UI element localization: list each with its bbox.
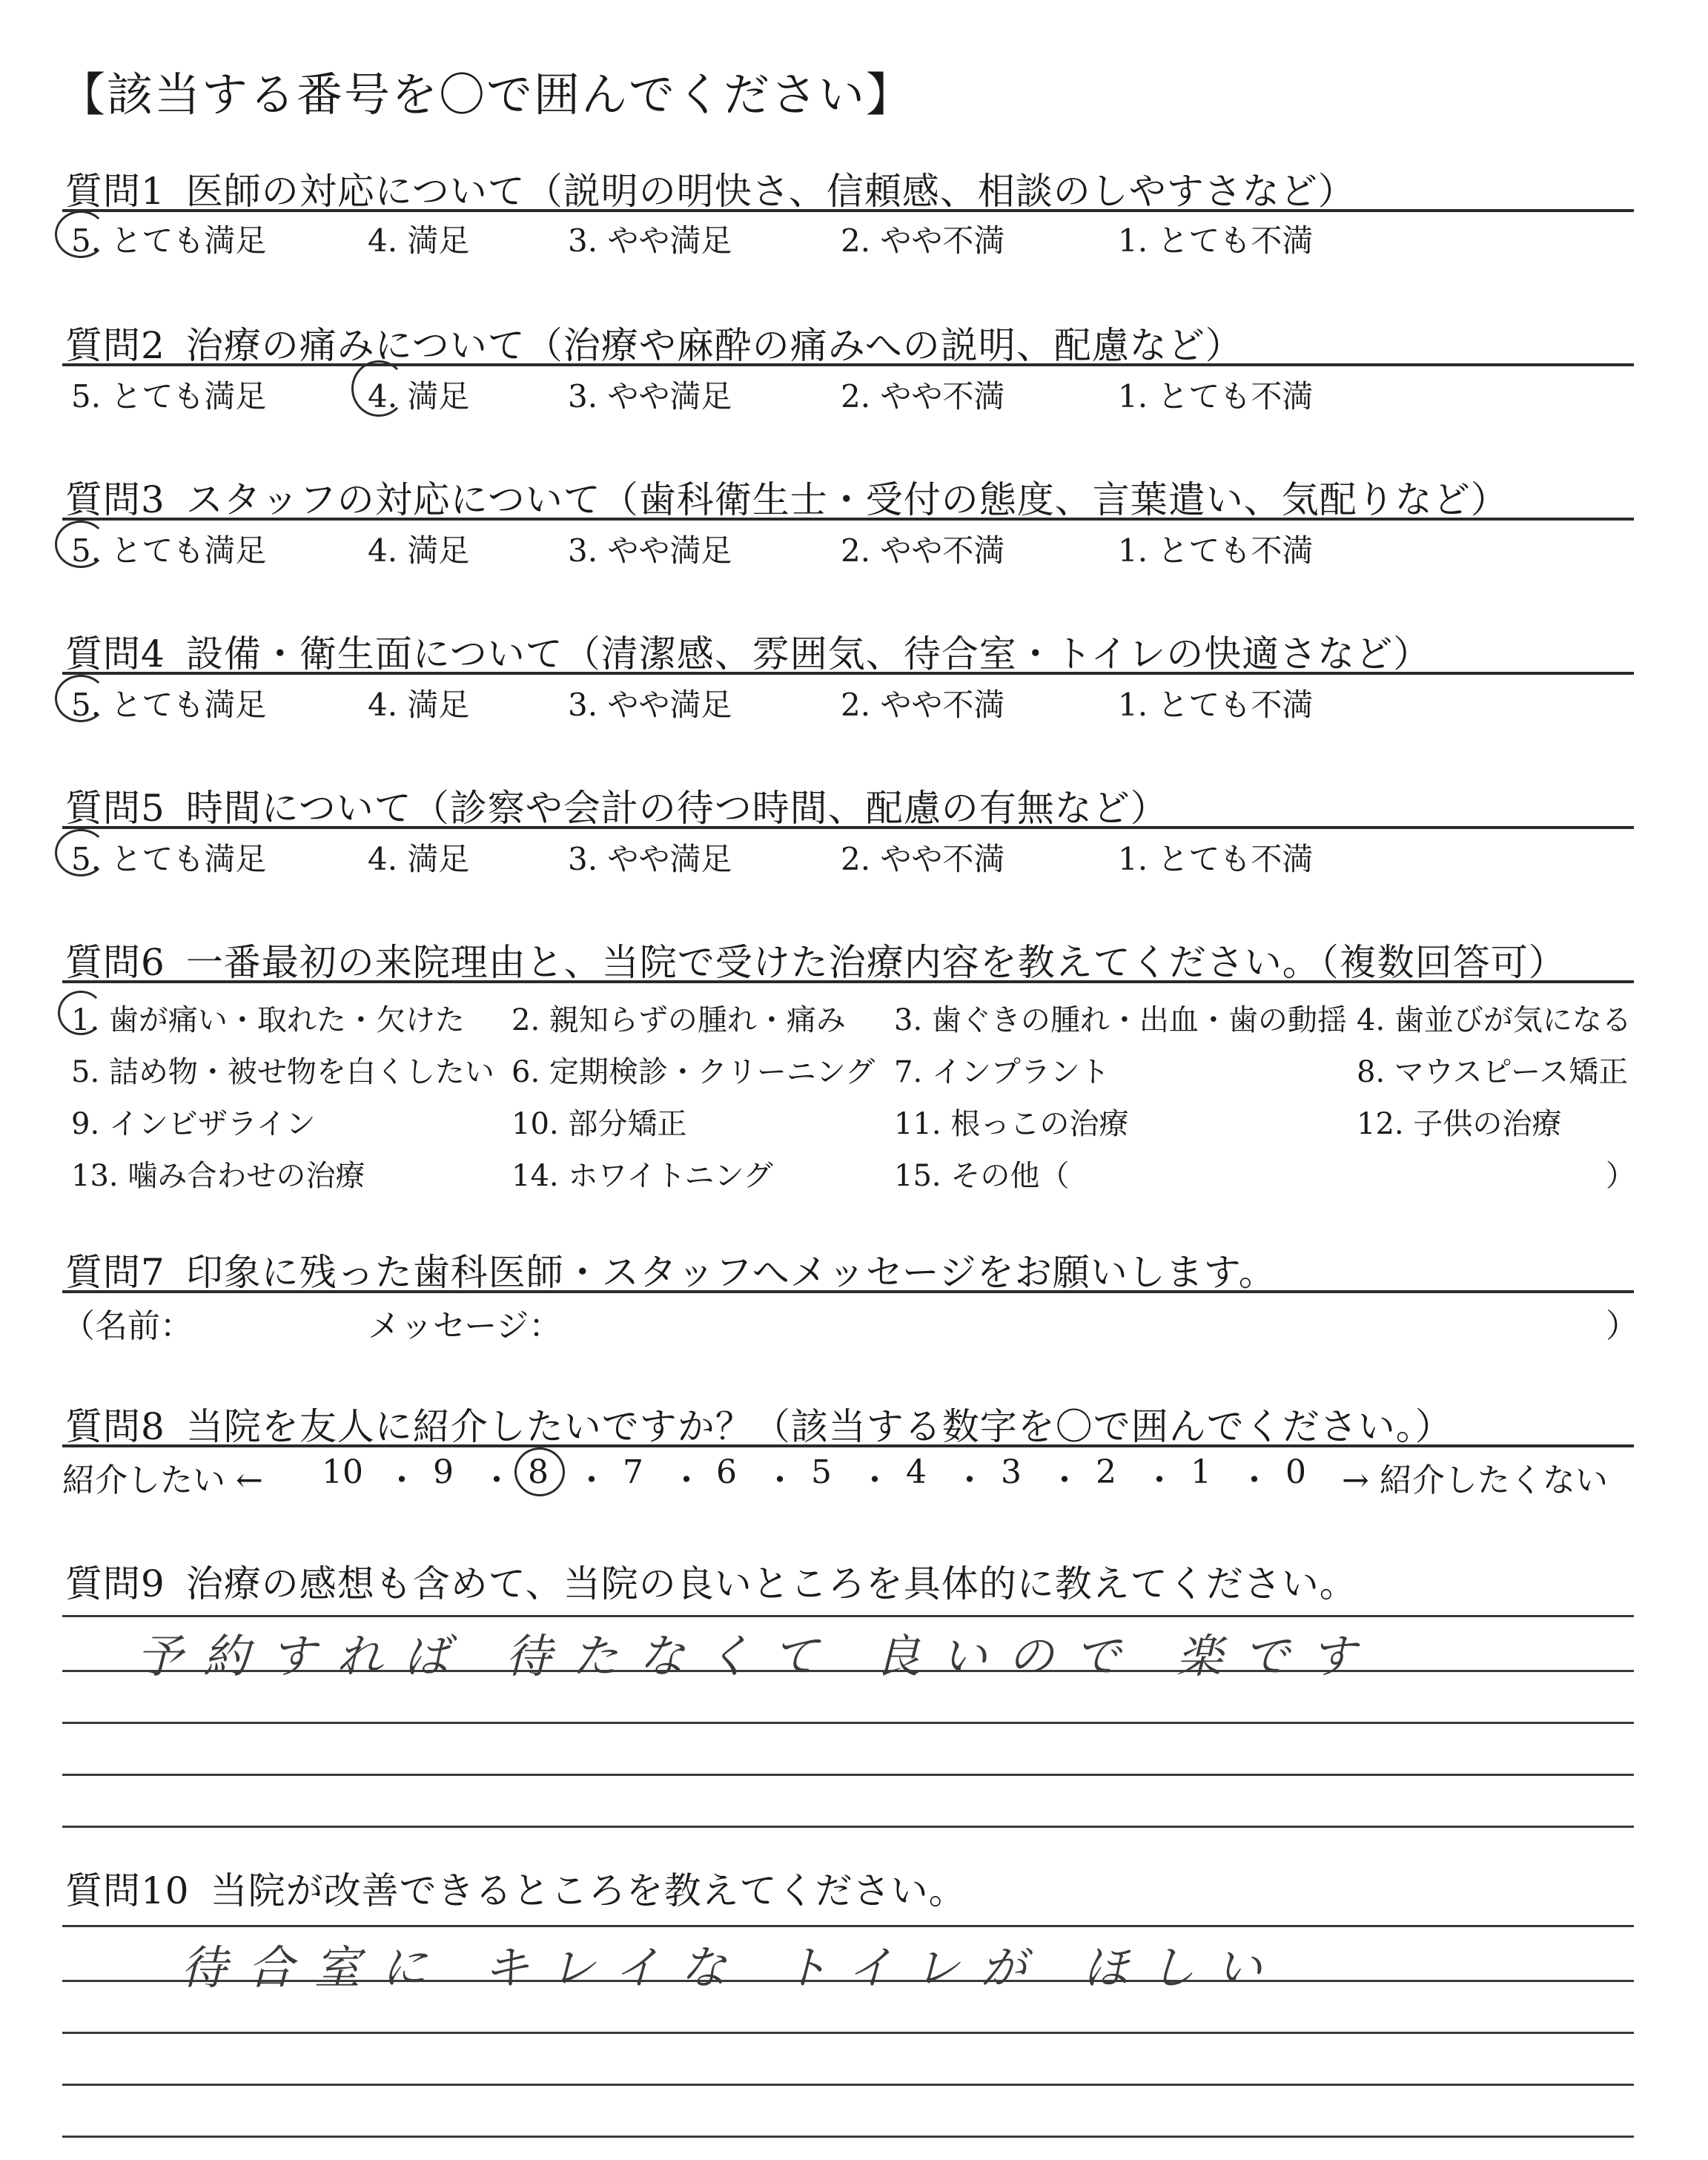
q6-item-7[interactable]: 7. インプラント (894, 1055, 1110, 1089)
scale-9[interactable]: 9 (433, 1453, 454, 1491)
question-text: 一番最初の来院理由と、当院で受けた治療内容を教えてください。（複数回答可） (185, 941, 1566, 984)
scale-10[interactable]: 10 (322, 1453, 363, 1491)
question-text: 治療の痛みについて（治療や麻酔の痛みへの説明、配慮など） (185, 324, 1243, 367)
answer-line (62, 2032, 1634, 2034)
q6-item-3[interactable]: 3. 歯ぐきの腫れ・出血・歯の動揺 (894, 1003, 1347, 1037)
option-5[interactable]: 5. とても満足 (71, 378, 267, 415)
question-9 (65, 1554, 1357, 1608)
question-text: 設備・衛生面について（清潔感、雰囲気、待合室・トイレの快適さなど） (185, 633, 1431, 676)
question-underline (62, 518, 1634, 521)
question-8 (65, 1397, 1453, 1450)
page-header: 【該当する番号を〇で囲んでください】 (59, 67, 914, 122)
question-6 (65, 933, 1566, 986)
message-label: メッセージ： (368, 1307, 562, 1345)
question-underline (62, 209, 1634, 212)
q6-item-9[interactable]: 9. インビザライン (71, 1107, 316, 1141)
answer-line (62, 1722, 1634, 1724)
question-text: 時間について（診察や会計の待つ時間、配慮の有無など） (185, 787, 1168, 830)
question-number: 質問8 (65, 1405, 165, 1448)
option-2[interactable]: 2. やや不満 (841, 687, 1005, 723)
option-1[interactable]: 1. とても不満 (1118, 687, 1314, 723)
answer-line (62, 1774, 1634, 1776)
option-2[interactable]: 2. やや不満 (841, 222, 1005, 259)
option-5[interactable]: 5. とても満足 (71, 841, 267, 877)
question-underline (62, 1290, 1634, 1293)
option-1[interactable]: 1. とても不満 (1118, 378, 1314, 415)
scale-dot: ・ (1143, 1462, 1176, 1499)
option-4[interactable]: 4. 満足 (368, 378, 470, 415)
question-3 (65, 470, 1509, 524)
q7-close-paren: ） (1606, 1307, 1638, 1345)
answer-line (62, 2084, 1634, 2086)
scale-dot: ・ (858, 1462, 891, 1499)
scale-3[interactable]: 3 (1001, 1453, 1022, 1491)
question-number: 質問3 (65, 478, 165, 521)
q6-item-5[interactable]: 5. 詰め物・被せ物を白くしたい (71, 1055, 494, 1089)
q6-item-6[interactable]: 6. 定期検診・クリーニング (512, 1055, 875, 1089)
answer-line (62, 1826, 1634, 1828)
scale-dot: ・ (1048, 1462, 1081, 1499)
scale-6[interactable]: 6 (716, 1453, 737, 1491)
question-number: 質問9 (65, 1562, 165, 1605)
option-2[interactable]: 2. やや不満 (841, 532, 1005, 569)
option-5[interactable]: 5. とても満足 (71, 222, 267, 259)
option-3[interactable]: 3. やや満足 (568, 687, 732, 723)
question-10 (65, 1861, 967, 1915)
question-text: スタッフの対応について（歯科衛生士・受付の態度、言葉遣い、気配りなど） (185, 478, 1509, 521)
scale-0[interactable]: 0 (1285, 1453, 1306, 1491)
scale-2[interactable]: 2 (1096, 1453, 1116, 1491)
scale-dot: ・ (385, 1462, 418, 1499)
question-number: 質問1 (65, 170, 165, 213)
q6-item-1[interactable]: 1. 歯が痛い・取れた・欠けた (71, 1003, 465, 1037)
q6-item-10[interactable]: 10. 部分矯正 (512, 1107, 687, 1141)
option-2[interactable]: 2. やや不満 (841, 841, 1005, 877)
q6-item-4[interactable]: 4. 歯並びが気になる (1357, 1003, 1632, 1037)
answer-line (62, 1615, 1634, 1617)
scale-1[interactable]: 1 (1191, 1453, 1211, 1491)
question-number: 質問4 (65, 633, 165, 676)
question-text: 当院を友人に紹介したいですか？（該当する数字を〇で囲んでください。） (185, 1405, 1453, 1448)
question-number: 質問7 (65, 1251, 165, 1294)
scale-5[interactable]: 5 (811, 1453, 832, 1491)
option-4[interactable]: 4. 満足 (368, 532, 470, 569)
scale-dot: ・ (670, 1462, 703, 1499)
question-underline (62, 1444, 1634, 1447)
question-text: 治療の感想も含めて、当院の良いところを具体的に教えてください。 (185, 1562, 1357, 1605)
question-5 (65, 779, 1168, 832)
q6-item-12[interactable]: 12. 子供の治療 (1357, 1107, 1562, 1141)
option-2[interactable]: 2. やや不満 (841, 378, 1005, 415)
question-number: 質問5 (65, 787, 165, 830)
q6-item-14[interactable]: 14. ホワイトニング (512, 1159, 773, 1193)
option-4[interactable]: 4. 満足 (368, 222, 470, 259)
option-5[interactable]: 5. とても満足 (71, 532, 267, 569)
scale-8[interactable]: 8 (528, 1453, 549, 1491)
option-5[interactable]: 5. とても満足 (71, 687, 267, 723)
recommend-label: 紹介したい ← (62, 1462, 263, 1499)
option-1[interactable]: 1. とても不満 (1118, 532, 1314, 569)
question-4 (65, 624, 1431, 678)
scale-dot: ・ (480, 1462, 513, 1499)
q6-item-2[interactable]: 2. 親知らずの腫れ・痛み (512, 1003, 846, 1037)
option-3[interactable]: 3. やや満足 (568, 222, 732, 259)
question-underline (62, 826, 1634, 829)
question-text: 医師の対応について（説明の明快さ、信頼感、相談のしやすさなど） (185, 170, 1356, 213)
question-underline (62, 363, 1634, 366)
q6-item-8[interactable]: 8. マウスピース矯正 (1357, 1055, 1629, 1089)
name-label: （名前： (62, 1307, 193, 1345)
option-3[interactable]: 3. やや満足 (568, 841, 732, 877)
handwritten-answer[interactable]: 待合室に キレイな トイレが ほしい (181, 1941, 1283, 1995)
q6-item-11[interactable]: 11. 根っこの治療 (894, 1107, 1129, 1141)
question-number: 質問2 (65, 324, 165, 367)
question-2 (65, 316, 1243, 369)
option-4[interactable]: 4. 満足 (368, 687, 470, 723)
scale-dot: ・ (953, 1462, 986, 1499)
answer-line (62, 1670, 1634, 1672)
question-underline (62, 672, 1634, 675)
option-1[interactable]: 1. とても不満 (1118, 222, 1314, 259)
answer-line (62, 1925, 1634, 1927)
option-3[interactable]: 3. やや満足 (568, 378, 732, 415)
answer-line (62, 2136, 1634, 2138)
question-1 (65, 162, 1356, 215)
question-underline (62, 980, 1634, 983)
scale-4[interactable]: 4 (906, 1453, 927, 1491)
question-number: 質問10 (65, 1869, 190, 1912)
q6-item-15[interactable]: 15. その他（ (894, 1159, 1070, 1193)
question-text: 印象に残った歯科医師・スタッフへメッセージをお願いします。 (185, 1251, 1277, 1294)
scale-dot: ・ (764, 1462, 796, 1499)
scale-dot: ・ (575, 1462, 608, 1499)
question-number: 質問6 (65, 941, 165, 984)
scale-7[interactable]: 7 (623, 1453, 643, 1491)
option-1[interactable]: 1. とても不満 (1118, 841, 1314, 877)
scale-dot: ・ (1238, 1462, 1271, 1499)
answer-line (62, 1980, 1634, 1982)
q6-item-13[interactable]: 13. 噛み合わせの治療 (71, 1159, 365, 1193)
question-text: 当院が改善できるところを教えてください。 (210, 1869, 967, 1912)
option-4[interactable]: 4. 満足 (368, 841, 470, 877)
question-7 (65, 1243, 1277, 1296)
handwritten-answer[interactable]: 予約すれば 待たなくて 良いので 楽です (136, 1629, 1377, 1683)
option-3[interactable]: 3. やや満足 (568, 532, 732, 569)
q6-close-paren: ） (1606, 1159, 1635, 1193)
not-recommend-label: → 紹介したくない (1342, 1462, 1608, 1499)
